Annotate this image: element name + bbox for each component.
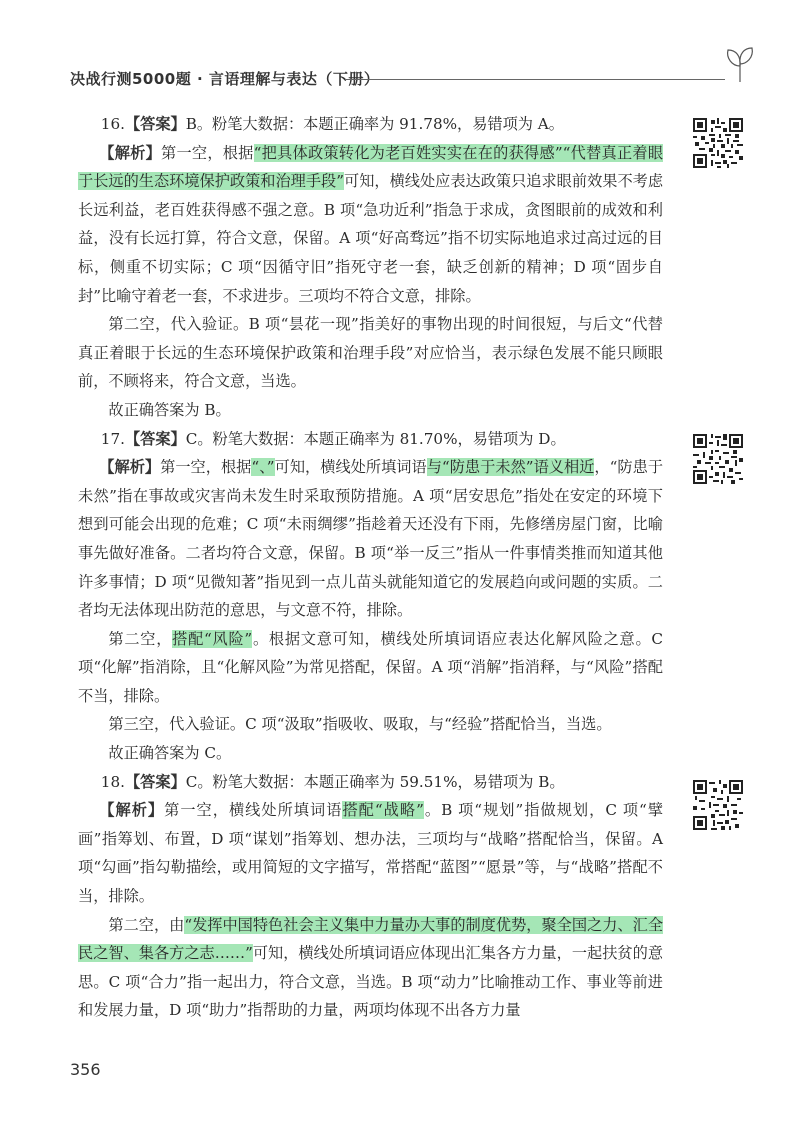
- question-16: [78, 110, 663, 425]
- answer-line: 16.【答案】B。粉笔大数据：本题正确率为 91.78%，易错项为 A。: [100, 115, 564, 133]
- highlight: 搭配“战略”: [342, 801, 424, 820]
- conclusion: 故正确答案为 B。: [108, 400, 231, 419]
- analysis-label: 【解析】: [99, 143, 162, 162]
- highlight: “把具体政策转化为老百姓实实在在的获得感”“代替真正着眼于长远的生态环境保护政策和治理手段”: [78, 143, 664, 191]
- qr-code-icon[interactable]: [693, 118, 743, 168]
- answer-label: 【答案】: [124, 772, 186, 791]
- question-17: [78, 425, 663, 768]
- highlight: 搭配“风险”: [172, 629, 253, 648]
- sprout-icon: [722, 44, 758, 84]
- conclusion: 故正确答案为 C。: [108, 744, 232, 763]
- analysis-paragraph: 【解析】第一空，根据“把具体政策转化为老百姓实实在在的获得感”“代替真正着眼于长远的生态环境保护政策和治理手段”可知，横线处应表达政策只追求眼前效果不考虑长远利益，老百姓获得感不强之意。B 项“急功近利”指急于求成，贪图眼前的成效和利益，没有长远打算，符合文意，保留。A 项“好高骛远”指不切实际地追求过高过远的目标，侧重不切实际；C 项“因循守旧”指死守老一套，缺乏创新的精神；D 项“固步自封”比喻守着老一套，不求进步。三项均不符合文意，排除。: [78, 143, 664, 305]
- question-18: [78, 768, 663, 1025]
- analysis-paragraph: 第二空，代入验证。B 项“昙花一现”指美好的事物出现的时间很短，与后文“代替真正着眼于长远的生态环境保护政策和治理手段”对应恰当，表示绿色发展不能只顾眼前，不顾将来，符合文意，当选。: [78, 315, 663, 391]
- highlight: “发挥中国特色社会主义集中力量办大事的制度优势，聚全国之力、汇全民之智、集各方之志……”: [78, 915, 664, 963]
- analysis-paragraph: 第二空，搭配“风险”。根据文意可知，横线处所填词语应表达化解风险之意。C 项“化解”指消除，且“化解风险”为常见搭配，保留。A 项“消解”指消释，与“风险”搭配不当，排除。: [78, 629, 664, 705]
- analysis-paragraph: 第三空，代入验证。C 项“汲取”指吸收、吸取，与“经验”搭配恰当，当选。: [108, 715, 612, 734]
- highlight: 与“防患于未然”语义相近: [426, 458, 595, 477]
- qr-code-icon[interactable]: [693, 780, 743, 830]
- analysis-label: 【解析】: [99, 801, 165, 820]
- page-number: 356: [70, 1060, 101, 1079]
- analysis-paragraph: 【解析】第一空，根据“、”可知，横线处所填词语与“防患于未然”语义相近，“防患于未然”指在事故或灾害尚未发生时采取预防措施。A 项“居安思危”指处在安定的环境下想到可能会出现的危难；C 项“未雨绸缪”指趁着天还没有下雨，先修缮房屋门窗，比喻事先做好准备。二者均符合文意，保留。B 项“举一反三”指从一件事情类推而知道其他许多事情；D 项“见微知著”指见到一点儿苗头就能知道它的发展趋向或问题的实质。二者均无法体现出防范的意思，与文意不符，排除。: [78, 458, 664, 620]
- highlight: “、”: [251, 458, 275, 477]
- analysis-label: 【解析】: [99, 458, 161, 477]
- page-header-title: 决战行测5000题 · 言语理解与表达（下册）: [70, 70, 380, 88]
- qr-code-icon[interactable]: [693, 434, 743, 484]
- analysis-paragraph: 【解析】第一空，横线处所填词语搭配“战略”。B 项“规划”指做规划，C 项“擘画”指筹划、布置，D 项“谋划”指筹划、想办法，三项均与“战略”搭配恰当，保留。A 项“勾画”指勾勒描绘，或用简短的文字描写，常搭配“蓝图”“愿景”等，与“战略”搭配不当，排除。: [78, 801, 664, 906]
- answer-line: 18.【答案】C。粉笔大数据：本题正确率为 59.51%，易错项为 B。: [100, 772, 565, 791]
- answer-label: 【答案】: [124, 115, 186, 133]
- answer-label: 【答案】: [124, 429, 186, 448]
- answer-line: 17.【答案】C。粉笔大数据：本题正确率为 81.70%，易错项为 D。: [100, 429, 566, 448]
- analysis-paragraph: 第二空，由“发挥中国特色社会主义集中力量办大事的制度优势，聚全国之力、汇全民之智、集各方之志……”可知，横线处所填词语应体现出汇集各方力量，一起扶贫的意思。C 项“合力”指一起出力，符合文意，当选。B 项“动力”比喻推动工作、事业等前进和发展力量，D 项“助力”指帮助的力量，两项均体现不出各方力量: [78, 915, 664, 1020]
- answer-explanations: [78, 110, 663, 1025]
- header-rule: [345, 79, 725, 80]
